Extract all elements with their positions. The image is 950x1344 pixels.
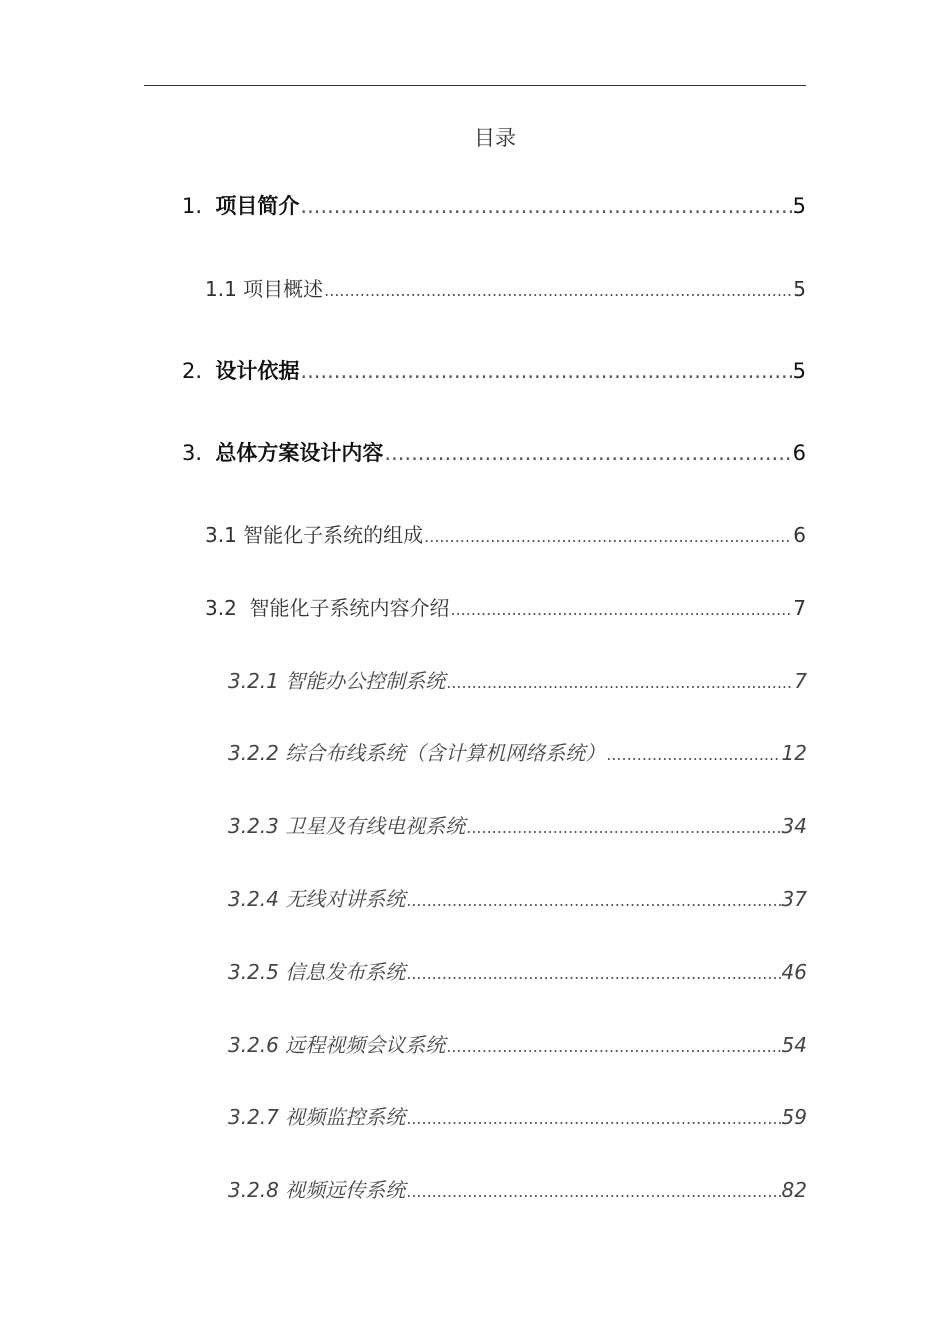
toc-entry[interactable]: [182, 355, 806, 385]
toc-entry-page: 59: [781, 1105, 807, 1129]
toc-entry-number: 3.2.2: [228, 741, 286, 765]
dot-leader: [424, 527, 792, 546]
toc-entry-number: 1.: [182, 194, 216, 218]
toc-entry[interactable]: [228, 883, 807, 912]
dot-leader: [606, 745, 780, 764]
toc-entry[interactable]: [228, 956, 807, 985]
toc-entry[interactable]: [228, 737, 807, 766]
toc-entry-page: 5: [792, 194, 806, 218]
dot-leader: [406, 1182, 780, 1201]
toc-entry-label: 视频远传系统: [285, 1178, 406, 1202]
toc-entry-label: 卫星及有线电视系统: [285, 814, 466, 838]
dot-leader: [300, 359, 791, 383]
toc-entry[interactable]: [205, 592, 806, 621]
dot-leader: [406, 964, 780, 983]
toc-entry-number: 3.2: [205, 596, 250, 620]
toc-entry-page: 7: [793, 596, 806, 620]
toc-entry-page: 5: [792, 359, 806, 383]
toc-entry-number: 3.2.6: [228, 1033, 286, 1057]
dot-leader: [446, 1037, 780, 1056]
toc-entry-number: 3.2.5: [228, 960, 286, 984]
toc-entry-page: 37: [781, 887, 807, 911]
toc-entry-page: 6: [793, 523, 806, 547]
toc-entry[interactable]: [228, 1101, 807, 1130]
toc-entry-label: 项目概述: [243, 277, 324, 301]
toc-entry[interactable]: [182, 437, 806, 467]
dot-leader: [406, 891, 780, 910]
toc-entry-label: 无线对讲系统: [285, 887, 406, 911]
toc-entry-label: 综合布线系统（含计算机网络系统）: [285, 741, 606, 765]
toc-entry-page: 82: [781, 1178, 807, 1202]
dot-leader: [466, 818, 780, 837]
toc-title: 目录: [474, 126, 516, 150]
toc-entry[interactable]: [228, 665, 807, 694]
toc-entry-label: 总体方案设计内容: [215, 441, 384, 465]
dot-leader: [324, 281, 792, 300]
toc-entry-label: 智能化子系统的组成: [243, 523, 424, 547]
toc-entry-page: 5: [793, 277, 806, 301]
toc-entry-number: 3.2.4: [228, 887, 286, 911]
dot-leader: [406, 1109, 780, 1128]
toc-entry[interactable]: [228, 1174, 807, 1203]
dot-leader: [300, 194, 791, 218]
toc-entry[interactable]: [228, 810, 807, 839]
toc-entry-page: 12: [781, 741, 807, 765]
toc-entry-number: 3.: [182, 441, 216, 465]
dot-leader: [446, 673, 793, 692]
toc-entry[interactable]: [205, 273, 806, 302]
toc-entry-label: 智能化子系统内容介绍: [249, 596, 450, 620]
toc-entry-page: 46: [781, 960, 807, 984]
toc-entry-number: 3.2.8: [228, 1178, 286, 1202]
toc-entry-page: 7: [794, 669, 807, 693]
toc-entry-number: 3.1: [205, 523, 244, 547]
toc-entry-number: 2.: [182, 359, 216, 383]
toc-entry-page: 34: [781, 814, 807, 838]
toc-entry-number: 1.1: [205, 277, 244, 301]
toc-entry-label: 视频监控系统: [285, 1105, 406, 1129]
dot-leader: [451, 600, 793, 619]
toc-entry-number: 3.2.3: [228, 814, 286, 838]
toc-entry-number: 3.2.7: [228, 1105, 286, 1129]
toc-entry-page: 54: [781, 1033, 807, 1057]
toc-entry-label: 智能办公控制系统: [285, 669, 446, 693]
toc-entry-label: 设计依据: [215, 359, 300, 383]
toc-entry-page: 6: [792, 441, 806, 465]
toc-entry-label: 远程视频会议系统: [285, 1033, 446, 1057]
toc-entry[interactable]: [182, 190, 806, 220]
toc-entry-label: 项目简介: [215, 194, 300, 218]
toc-entry-label: 信息发布系统: [285, 960, 406, 984]
toc-entry[interactable]: [228, 1029, 807, 1058]
dot-leader: [384, 441, 791, 465]
header-rule: [144, 85, 806, 86]
toc-entry[interactable]: [205, 519, 806, 548]
toc-entry-number: 3.2.1: [228, 669, 286, 693]
